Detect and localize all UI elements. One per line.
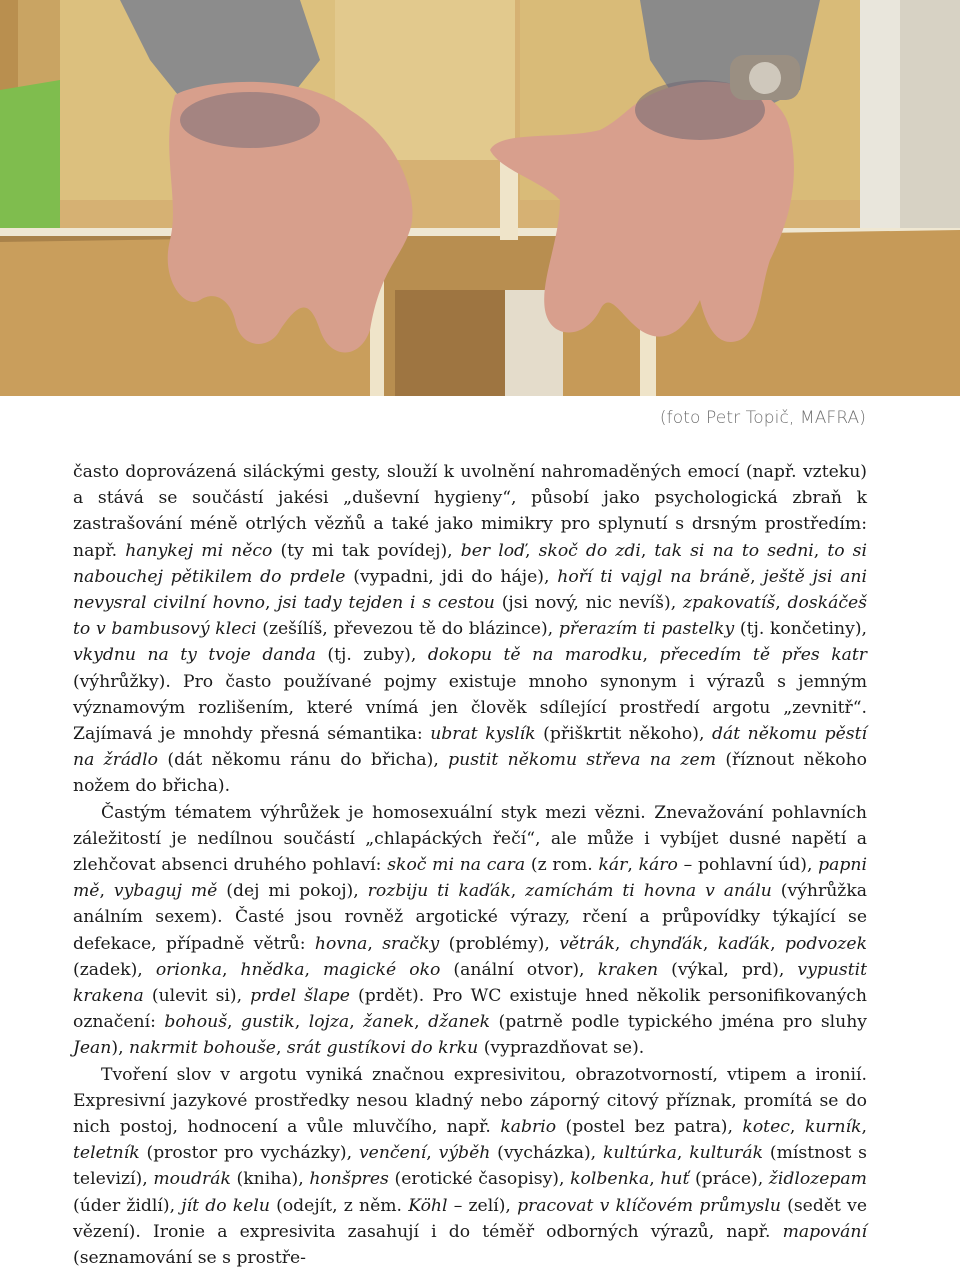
text-run: (ulevit si), — [143, 986, 251, 1007]
text-run: (říznout někoho nožem do břicha). — [73, 750, 867, 797]
argot-term: židlozepam — [768, 1169, 867, 1190]
text-run: , — [861, 1117, 867, 1138]
argot-term: kultúrka — [603, 1143, 677, 1164]
text-run: (postel bez patra), — [556, 1117, 743, 1138]
text-run: , — [642, 645, 660, 666]
text-run: – zelí), — [447, 1195, 518, 1216]
text-run: (prostor pro vycházky), — [139, 1143, 359, 1164]
text-run: (vycházka), — [490, 1143, 604, 1164]
header-photo — [0, 0, 960, 396]
argot-term: lojza — [308, 1012, 350, 1033]
argot-term: hoří ti vajgl na bráně — [557, 566, 751, 587]
paragraph-3 — [73, 1062, 867, 1272]
text-run: (dej mi pokoj), — [217, 881, 368, 902]
argot-term: přecedím tě přes katr — [659, 645, 867, 666]
argot-term: vypustit krakena — [73, 959, 868, 1007]
argot-term: mapování — [782, 1221, 867, 1242]
argot-term: tak si na to sedni — [654, 540, 814, 561]
argot-term: sračky — [382, 933, 440, 954]
text-run: , — [676, 1143, 690, 1164]
text-run: , — [789, 1117, 805, 1138]
argot-term: srát gustíkovi do krku — [286, 1038, 479, 1059]
text-run: , — [99, 881, 114, 902]
paragraph-1 — [73, 459, 867, 800]
argot-term: magické oko — [322, 959, 441, 980]
argot-term: Jean — [73, 1038, 112, 1059]
argot-term: výběh — [438, 1143, 491, 1164]
argot-term: skoč do zdi — [538, 540, 641, 561]
text-run: , — [702, 933, 718, 954]
text-run: , — [221, 959, 241, 980]
text-run: , — [627, 855, 639, 876]
argot-term: hanykej mi něco — [125, 540, 273, 561]
argot-term: dát někomu pěstí na žrádlo — [73, 724, 867, 771]
argot-term: kurník — [804, 1117, 862, 1138]
text-run: (odejít, z něm. — [269, 1195, 409, 1216]
text-run: , — [640, 540, 655, 561]
argot-term: jsi tady tejden i s cestou — [277, 593, 495, 614]
argot-term: ještě jsi ani nevysral civilní hovno — [73, 566, 867, 614]
argot-term: hovna — [314, 933, 368, 954]
argot-term: jít do kelu — [181, 1195, 270, 1216]
argot-term: ubrat kyslík — [430, 724, 536, 745]
argot-term: kolbenka — [570, 1169, 650, 1190]
photo-caption: (foto Petr Topič, MAFRA) — [659, 408, 866, 428]
text-run: , — [304, 959, 323, 980]
argot-term: žanek — [363, 1012, 415, 1033]
text-run: (zadek), — [73, 959, 156, 980]
argot-term: to si nabouchej pětikilem do prdele — [73, 540, 867, 587]
text-run: , — [294, 1012, 309, 1033]
text-run: (tj. zuby), — [315, 645, 428, 666]
argot-term: zpakovatíš — [683, 593, 776, 614]
argot-term: pracovat v klíčovém průmyslu — [517, 1195, 781, 1216]
text-run: (erotické časopisy), — [388, 1169, 571, 1190]
text-run: (jsi nový, nic nevíš), — [494, 593, 683, 614]
text-run: , — [349, 1012, 364, 1033]
argot-term: přerazím ti pastelky — [558, 619, 735, 640]
text-run: (patrně podle typického jména pro sluhy — [490, 1012, 867, 1033]
text-run: často doprovázená siláckými gesty, slouží k uvolnění nahromaděných emocí (např. vzteku) a stává se součástí jakési „duševní hygieny“, působí jako psychologická zbraň k zastrašování méně otrlých vězňů a také jako mimikry pro splynutí s drsným prostředím: např. — [73, 462, 867, 561]
argot-term: gustik — [241, 1012, 295, 1033]
text-run: , — [813, 540, 828, 561]
text-run: (vyprazdňovat se). — [478, 1038, 645, 1059]
text-run: (prdět). Pro WC existuje hned několik personifikovaných označení: — [73, 986, 868, 1033]
text-run: ), — [111, 1038, 130, 1059]
text-run: (výkal, prd), — [658, 959, 798, 980]
argot-term: dokopu tě na marodku — [427, 645, 643, 666]
text-run: , — [227, 1012, 242, 1033]
text-run: (kniha), — [230, 1169, 310, 1190]
text-run: , — [426, 1143, 439, 1164]
text-run: (tj. končetiny), — [734, 619, 867, 640]
text-run: – pohlavní úd), — [677, 855, 819, 876]
argot-term: kotec — [742, 1117, 790, 1138]
text-run: (práce), — [689, 1169, 769, 1190]
paragraph-2 — [73, 800, 867, 1062]
argot-term: kaďák — [717, 933, 771, 954]
text-run: (zešílíš, převezou tě do blázince), — [256, 619, 559, 640]
text-run: , — [510, 881, 526, 902]
argot-term: kár — [598, 855, 628, 876]
text-run: , — [525, 540, 539, 561]
argot-term: huť — [660, 1169, 690, 1190]
argot-term: skoč mi na cara — [387, 855, 526, 876]
argot-term: Köhl — [408, 1195, 448, 1216]
text-run: (z rom. — [525, 855, 599, 876]
argot-term: ber loď — [460, 540, 526, 561]
argot-term: bohouš — [164, 1012, 228, 1033]
argot-term: honšpres — [309, 1169, 389, 1190]
argot-term: kabrio — [500, 1117, 557, 1138]
argot-term: venčení — [358, 1143, 427, 1164]
argot-term: nakrmit bohouše — [129, 1038, 276, 1059]
text-run: , — [649, 1169, 661, 1190]
text-run: (ty mi tak povídej), — [272, 540, 461, 561]
text-run: (problémy), — [439, 933, 560, 954]
article-body — [73, 459, 867, 1271]
argot-term: orionka — [155, 959, 222, 980]
text-run: , — [614, 933, 630, 954]
argot-term: doskáčeš to v bambusový kleci — [73, 593, 867, 640]
text-run: (seznamování se s prostře- — [73, 1248, 306, 1269]
text-run: (sedět ve vězení). Ironie a expresivita zasahují i do téměř odborných výrazů, např. — [73, 1195, 867, 1242]
argot-term: vkydnu na ty tvoje danda — [73, 645, 316, 666]
text-run: , — [770, 933, 785, 954]
text-run: , — [775, 593, 788, 614]
text-run: (vypadni, jdi do háje), — [345, 566, 558, 587]
text-run: (úder židlí), — [73, 1195, 182, 1216]
argot-term: rozbiju ti kaďák — [367, 881, 511, 902]
text-run: (místnost s televizí), — [73, 1143, 867, 1190]
argot-term: džanek — [428, 1012, 491, 1033]
argot-term: pustit někomu střeva na zem — [448, 750, 716, 771]
argot-term: zamíchám ti hovna v análu — [525, 881, 772, 902]
argot-term: prdel šlape — [250, 986, 350, 1007]
text-run: , — [414, 1012, 429, 1033]
tattooed-hands-cardboard-model-illustration — [0, 0, 960, 396]
text-run: , — [275, 1038, 287, 1059]
text-run: , — [367, 933, 383, 954]
text-run: (přiškrtit někoho), — [535, 724, 712, 745]
argot-term: káro — [638, 855, 678, 876]
argot-term: hnědka — [240, 959, 305, 980]
text-run: Tvoření slov v argotu vyniká značnou expresivitou, obrazotvorností, vtipem a ironií. Expresivní jazykové prostředky nesou kladný nebo záporný citový příznak, promítá se do nich postoj, hodnocení a vůle mluvčího, např. — [73, 1064, 867, 1138]
argot-term: větrák — [559, 933, 615, 954]
text-run: (výhrůžka análním sexem). Časté jsou rovněž argotické výrazy, rčení a průpovídky týkající se defekace, případně větrů: — [73, 881, 867, 954]
argot-term: papni mě — [73, 855, 867, 902]
argot-term: chynďák — [629, 933, 703, 954]
argot-term: moudrák — [153, 1169, 231, 1190]
argot-term: teletník — [73, 1143, 140, 1164]
argot-term: kulturák — [689, 1143, 764, 1164]
text-run: Častým tématem výhrůžek je homosexuální styk mezi vězni. Znevažování pohlavních záležitostí je nedílnou součástí „chlapáckých řečí“, ale může i vybíjet dusné napětí a zlehčovat absenci druhého pohlaví: — [73, 802, 867, 876]
text-run: (výhrůžky). Pro často používané pojmy existuje mnoho synonym i výrazů s jemným významovým rozlišením, které vnímá jen člověk sdílející prostředí argotu „zevnitř“. Zajímavá je mnohdy přesná sémantika: — [73, 671, 867, 745]
argot-term: kraken — [597, 959, 659, 980]
text-run: (anální otvor), — [440, 959, 598, 980]
text-run: (dát někomu ránu do břicha), — [158, 750, 449, 771]
text-run: , — [750, 566, 764, 587]
argot-term: vybaguj mě — [113, 881, 218, 902]
text-run: , — [265, 593, 278, 614]
argot-term: podvozek — [784, 933, 868, 954]
